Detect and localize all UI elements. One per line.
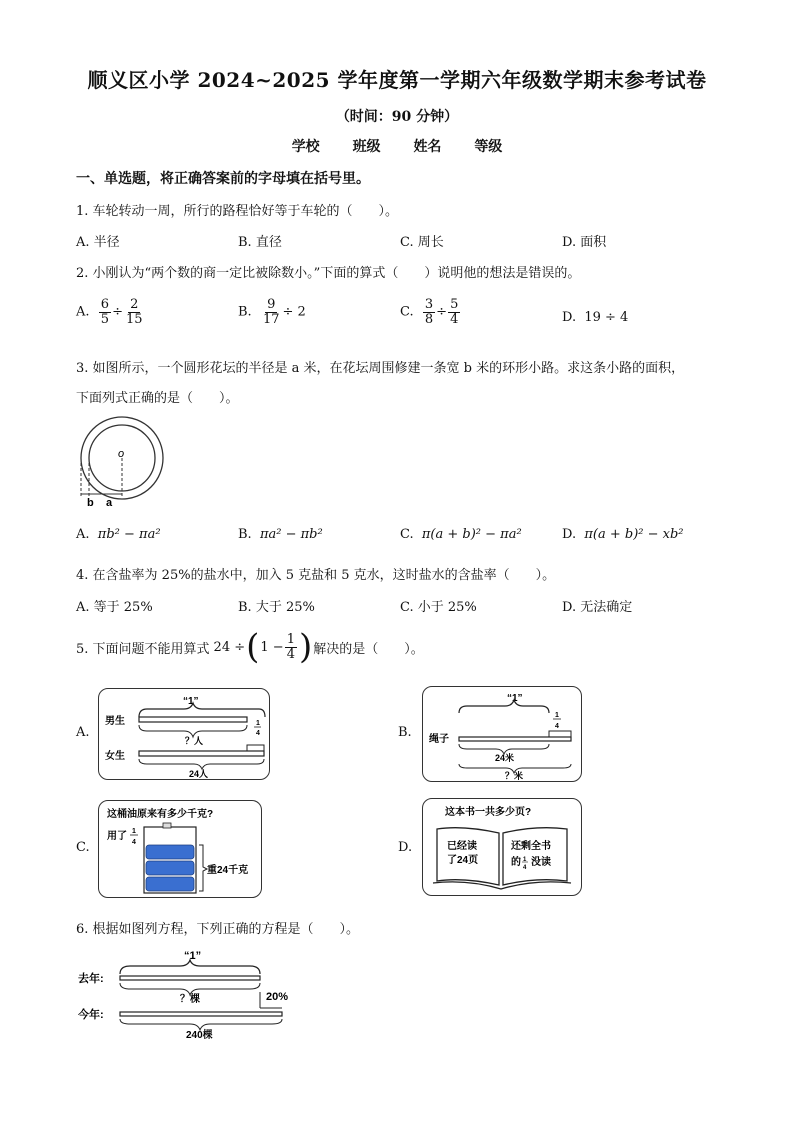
svg-text:的: 的 (511, 857, 521, 868)
q5-option-b-label[interactable]: B. (398, 725, 412, 740)
svg-text:“1”: “1” (184, 950, 202, 962)
q5-option-a-label[interactable]: A. (76, 725, 90, 740)
exam-duration: （时间：90 分钟） (335, 109, 459, 125)
label-b: b (87, 497, 94, 509)
q5a-diagram (99, 689, 269, 779)
q5-option-d-label[interactable]: D. (398, 840, 413, 855)
svg-text:“1”: “1” (507, 693, 523, 704)
svg-text:已经读: 已经读 (447, 841, 477, 852)
q5-option-c-label[interactable]: C. (76, 840, 90, 855)
q5-figure-b[interactable] (422, 686, 582, 782)
svg-text:1: 1 (132, 828, 136, 835)
svg-text:24人: 24人 (189, 769, 209, 779)
exam-title: 顺义区小学 2024~2025 学年度第一学期六年级数学期末参考试卷 (87, 68, 707, 92)
svg-text:这本书一共多少页?: 这本书一共多少页? (445, 807, 532, 818)
field-school: 学校 (291, 139, 320, 155)
question-4-text: 4. 在含盐率为 25%的盐水中，加入 5 克盐和 5 克水，这时盐水的含盐率（ ）。 (76, 568, 556, 583)
svg-text:？人: ？人 (185, 736, 204, 746)
q5-figure-a[interactable] (98, 688, 270, 780)
q5-figure-d[interactable] (422, 798, 582, 896)
flowerbed-diagram (74, 414, 170, 510)
question-5-text: 5. 下面问题不能用算式 24 ÷ ( 1 − $\frac{1}{4}$ ) 解决的是（ ）。 (76, 627, 424, 667)
svg-text:4: 4 (555, 723, 559, 730)
q4-option-c[interactable]: C. 小于 25% (400, 600, 477, 615)
svg-text:这桶油原来有多少千克?: 这桶油原来有多少千克? (107, 809, 214, 820)
field-class: 班级 (352, 139, 381, 155)
bar-quarter (549, 731, 571, 737)
svg-text:4: 4 (523, 865, 527, 871)
q5d-diagram (423, 799, 581, 895)
q3-option-c[interactable]: C. π(a + b)² − πa² (400, 527, 522, 542)
svg-text:重24千克: 重24千克 (207, 865, 249, 876)
svg-text:20%: 20% (266, 991, 289, 1003)
q5b-diagram (423, 687, 581, 781)
question-1-text: 1. 车轮转动一周，所行的路程恰好等于车轮的（ ）。 (76, 204, 399, 219)
field-name: 姓名 (413, 139, 442, 155)
svg-text:1: 1 (555, 712, 559, 719)
question-3-line2: 下面列式正确的是（ ）。 (76, 391, 239, 406)
bar-boys (139, 717, 247, 722)
svg-text:1: 1 (256, 720, 260, 727)
svg-text:24米: 24米 (495, 753, 515, 763)
svg-text:今年:: 今年: (78, 1009, 104, 1021)
q3-option-d[interactable]: D. π(a + b)² − xb² (562, 527, 684, 542)
student-info-row (0, 136, 794, 156)
q2-option-b[interactable]: B. $\frac{9}{17}$ ÷ 2 (238, 297, 306, 327)
bar-extra (247, 745, 264, 751)
bar-rope (459, 737, 571, 741)
q3-option-b[interactable]: B. πa² − πb² (238, 527, 323, 542)
svg-text:4: 4 (256, 730, 260, 737)
brace-girls (139, 759, 264, 769)
q2b-frac: $\frac{9}{17}$ (262, 297, 280, 327)
center-label: o (118, 448, 125, 460)
q2-option-a[interactable]: A. $\frac{6}{5}$ ÷ $\frac{2}{15}$ (76, 297, 143, 327)
q4-option-d[interactable]: D. 无法确定 (562, 600, 633, 615)
q1-option-b[interactable]: B. 直径 (238, 235, 282, 250)
q2a-frac2: $\frac{2}{15}$ (125, 297, 143, 327)
q1-option-c[interactable]: C. 周长 (400, 235, 444, 250)
q4-option-a[interactable]: A. 等于 25% (76, 600, 153, 615)
brace-last-year-top (120, 960, 260, 974)
section-heading: 一、单选题，将正确答案前的字母填在括号里。 (76, 171, 370, 187)
svg-text:用了: 用了 (107, 831, 127, 842)
q5-figure-c[interactable] (98, 800, 262, 898)
svg-text:4: 4 (132, 839, 136, 846)
bar-last-year (120, 976, 260, 980)
brace-top (139, 703, 265, 717)
svg-text:绳子: 绳子 (429, 734, 449, 745)
svg-text:了24页: 了24页 (447, 855, 479, 866)
q2-option-d[interactable]: D. 19 ÷ 4 (562, 310, 629, 325)
brace-weight (199, 845, 207, 891)
q4-option-b[interactable]: B. 大于 25% (238, 600, 315, 615)
q2-option-c[interactable]: C. $\frac{3}{8}$ ÷ $\frac{5}{4}$ (400, 297, 459, 327)
svg-text:没读: 没读 (531, 857, 551, 868)
q5-frac: $\frac{1}{4}$ (286, 631, 295, 662)
field-grade: 等级 (474, 139, 503, 155)
tree-diagram (76, 944, 296, 1040)
q5c-diagram (99, 801, 261, 897)
q2a-frac1: $\frac{6}{5}$ (100, 297, 110, 327)
question-3-line1: 3. 如图所示，一个圆形花坛的半径是 a 米，在花坛周围修建一条宽 b 米的环形小路。求这条小路的面积， (76, 361, 685, 376)
paren-right: ) (298, 627, 313, 667)
q3-option-a[interactable]: A. πb² − πa² (76, 527, 161, 542)
svg-text:“1”: “1” (183, 696, 199, 707)
svg-text:去年:: 去年: (78, 973, 104, 985)
svg-text:男生: 男生 (105, 716, 125, 727)
paren-left: ( (246, 627, 260, 667)
svg-text:女生: 女生 (105, 751, 125, 762)
svg-text:？米: ？米 (505, 771, 524, 781)
svg-text:1: 1 (523, 857, 527, 863)
svg-text:？棵: ？棵 (180, 994, 200, 1005)
question-6-text: 6. 根据如图列方程，下列正确的方程是（ ）。 (76, 922, 360, 937)
label-a: a (106, 497, 113, 509)
q2c-frac1: $\frac{3}{8}$ (424, 297, 434, 327)
svg-text:240棵: 240棵 (186, 1030, 213, 1040)
q1-option-a[interactable]: A. 半径 (76, 235, 120, 250)
bar-girls (139, 751, 264, 756)
q2c-frac2: $\frac{5}{4}$ (450, 297, 459, 327)
q1-option-d[interactable]: D. 面积 (562, 235, 607, 250)
barrel-cap (163, 823, 171, 828)
bar-this-year (120, 1012, 282, 1016)
svg-text:还剩全书: 还剩全书 (511, 841, 551, 852)
question-2-text: 2. 小刚认为“两个数的商一定比被除数小。”下面的算式（ ）说明他的想法是错误的。 (76, 266, 581, 281)
